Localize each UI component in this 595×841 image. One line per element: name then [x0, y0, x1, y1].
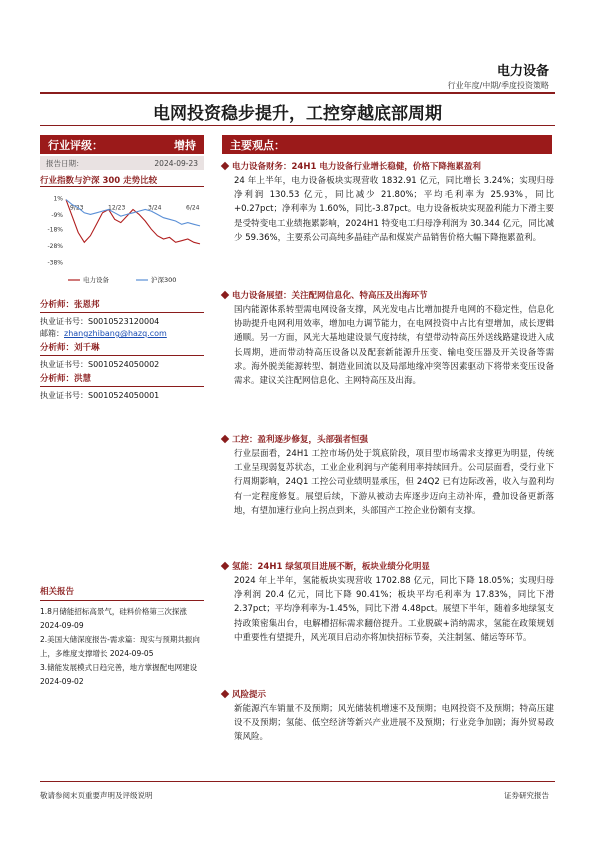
section-body: 国内能源体系转型需电网设备支撑，风光发电占比增加提升电网的不稳定性，信息化协助提升电网利用效率，增加电力调节能力，在电网投资中占比有望增加，成长逻辑通顺。另一方面，风光大基地建设景气度持续，有望带动特高压外送线路建设进入成长周期，进而带动特高压设备以及配套新能源升压变、输电变压器及开关设备等需求。海外脱美能源转型、制造业回流以及局部地缘冲突等因素驱动下将带来变压设备需求。建议关注配网信息化、主网特高压及出海。 — [234, 305, 554, 387]
header-divider — [40, 92, 555, 94]
analyst-block — [40, 298, 216, 402]
bullet-icon — [221, 562, 229, 570]
chart-title: 行业指数与沪深 300 走势比较 — [40, 176, 158, 186]
section-body: 新能源汽车销量不及预期；风光储装机增速不及预期；电网投资不及预期；特高压建设不及预期；氢能、低空经济等新兴产业进展不及预期；行业竞争加剧；海外贸易政策风险。 — [234, 704, 554, 743]
date-bar — [40, 156, 204, 170]
analyst-1-divider — [40, 312, 204, 313]
chart-title-divider — [40, 186, 204, 187]
related-reports — [40, 585, 206, 689]
footer-divider — [40, 781, 555, 782]
bullet-icon — [221, 690, 229, 698]
bullet-icon — [221, 291, 229, 299]
related-item-1[interactable]: 1.8月储能招标高景气，硅料价格第三次探涨 2024-09-09 — [40, 607, 187, 630]
y-tick-label: -9% — [51, 211, 63, 219]
analyst-2-title: 分析师：刘千琳 — [40, 343, 100, 353]
section-body: 24 年上半年，电力设备板块实现营收 1832.91 亿元，同比增长 3.24%；实现归母净利润 130.53 亿元，同比减少 21.80%；平均毛利率为 25.93%，同比+0.27pct；净利率为 1.60%，同比-3.87pct。电力设备板块实现盈利能力下滑主要是受特变电工业绩拖累影响，2024H1 特变电工归母净利润为 30.344 亿元，同比减少 59.36%，主要系公司高纯多晶硅产品和煤炭产品销售价格大幅下降拖累盈利。 — [234, 176, 554, 243]
analyst-3-cert: 执业证书号：S0010524050001 — [40, 391, 160, 400]
section-outlook — [222, 289, 554, 388]
title-divider — [40, 125, 555, 126]
date-label: 报告日期： — [46, 158, 84, 168]
index-chart — [40, 190, 204, 290]
section-title: 电力设备财务：24H1 电力设备行业增长稳健，价格下降拖累盈利 — [232, 162, 481, 172]
email-label: 邮箱： — [40, 329, 64, 338]
analyst-1-cert: 执业证书号：S0010523120004 — [40, 317, 160, 326]
section-body: 2024 年上半年，氢能板块实现营收 1702.88 亿元，同比下降 18.05%；实现归母净利润 20.4 亿元，同比下降 90.41%；板块平均毛利率为 17.83%，同比下滑 2.37pct；平均净利率为-1.45%，同比下滑 4.48pct。展望下半年，随着多地绿氢支持政策密集出台，电解槽招标需求翻倍提升。工业脱碳+消纳需求，氢能在政策规划中重要性有望提升，风光项目启动亦将加快招标节奏，关注制氢、储运等环节。 — [234, 576, 554, 643]
related-title: 相关报告 — [40, 587, 75, 597]
analyst-1-title: 分析师：张恩邦 — [40, 300, 100, 310]
x-tick-label: 3/24 — [148, 204, 162, 212]
y-tick-label: 1% — [53, 195, 63, 203]
related-divider — [40, 600, 204, 601]
analyst-1-email-row — [40, 328, 216, 340]
analyst-2-divider — [40, 355, 204, 356]
section-finance — [222, 160, 554, 245]
section-title: 风险提示 — [232, 690, 267, 700]
bullet-icon — [221, 162, 229, 170]
section-industrial-control — [222, 433, 554, 518]
footer-disclaimer: 敬请参阅末页重要声明及评级说明 — [40, 791, 153, 800]
footer-label: 证券研究报告 — [504, 791, 549, 800]
legend-label: 沪深300 — [151, 276, 177, 284]
legend-label: 电力设备 — [83, 276, 109, 284]
section-title: 工控：盈利逐步修复，头部强者恒强 — [232, 435, 369, 445]
bullet-icon — [221, 435, 229, 443]
x-tick-label: 6/24 — [186, 204, 200, 212]
x-tick-label: 9/23 — [70, 204, 84, 212]
related-item-2[interactable]: 2.美国大储深度报告-需求篇：现实与预期共振向上，多维度支撑增长 2024-09-05 — [40, 635, 200, 658]
industry-name: 电力设备 — [496, 64, 549, 79]
analyst-3-divider — [40, 386, 204, 387]
related-item-3[interactable]: 3.储能发展模式日趋完善，地方掌握配电网建设 2024-09-02 — [40, 663, 198, 686]
series-line-1 — [66, 200, 200, 244]
section-hydrogen — [222, 560, 554, 645]
section-title: 电力设备展望：关注配网信息化、特高压及出海环节 — [232, 291, 428, 301]
y-tick-label: -18% — [47, 226, 63, 234]
rating-value: 增持 — [174, 138, 196, 152]
main-points-header: 主要观点： — [222, 135, 552, 154]
analyst-3-title: 分析师：洪慧 — [40, 374, 92, 384]
y-tick-label: -38% — [47, 259, 63, 267]
y-tick-label: -28% — [47, 243, 63, 251]
analyst-1-email-link[interactable]: zhangzhibang@hazq.com — [64, 329, 167, 338]
report-type: 行业年度/中期/季度投资策略 — [447, 81, 549, 90]
rating-bar — [40, 135, 204, 154]
analyst-2-cert: 执业证书号：S0010524050002 — [40, 360, 160, 369]
rating-label: 行业评级： — [48, 138, 103, 152]
x-tick-label: 12/23 — [108, 204, 126, 212]
section-risk — [222, 688, 554, 745]
section-title: 氢能：24H1 绿氢项目进展不断，板块业绩分化明显 — [232, 562, 430, 572]
page-title: 电网投资稳步提升，工控穿越底部周期 — [153, 104, 442, 124]
series-line-2 — [66, 200, 200, 226]
section-body: 行业层面看，24H1 工控市场仍处于筑底阶段，项目型市场需求支撑更为明显，传统工业呈现弱复苏状态，工业企业利润与产能利用率持续回升。公司层面看，受行业下行周期影响，24Q1 工控公司业绩明显承压，但 24Q2 已有边际改善，收入与盈利均有一定程度修复。展望后续，下游从被动去库逐步迈向主动补库，叠加设备更新落地，有望加速行业向上拐点到来，头部国产工控企业份额有支撑。 — [234, 449, 554, 516]
date-value: 2024-09-23 — [154, 158, 198, 168]
